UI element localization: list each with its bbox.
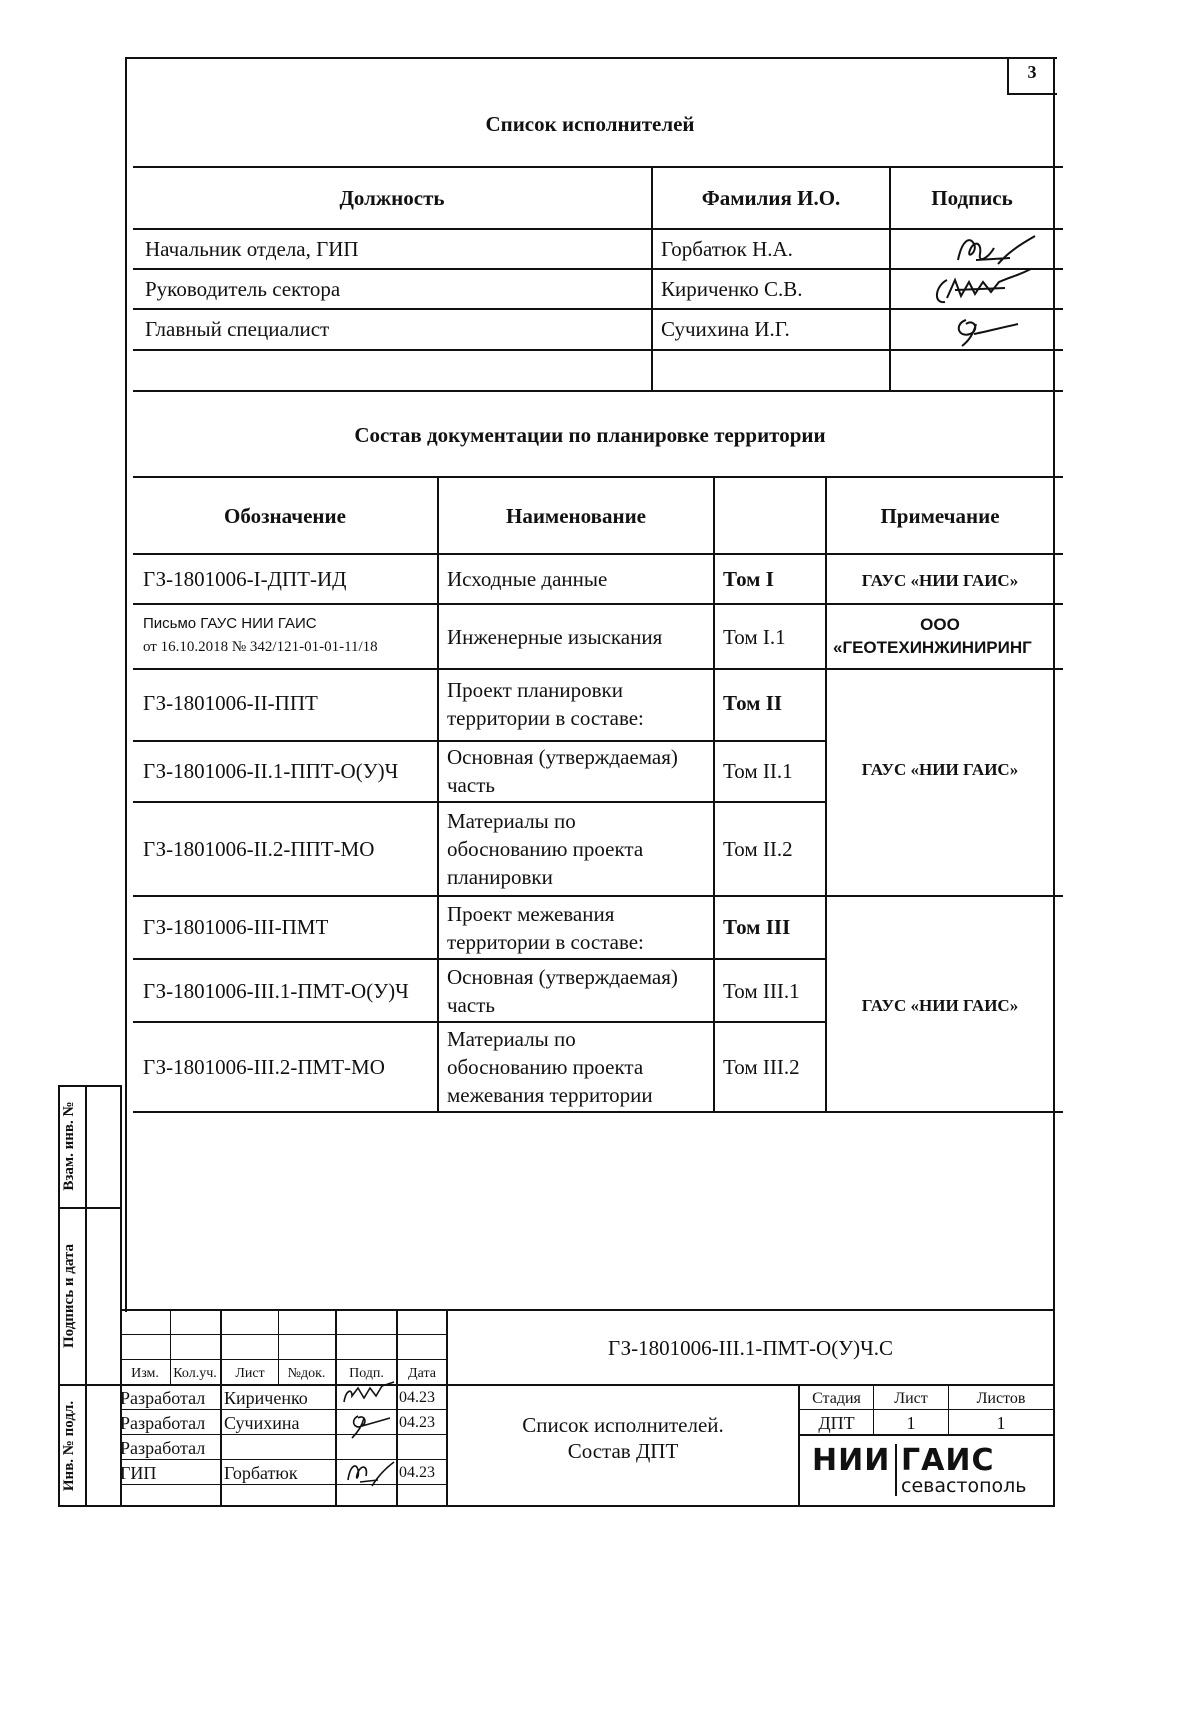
doc-volume: Том III bbox=[723, 915, 791, 939]
doc-volume: Том III.2 bbox=[723, 1055, 800, 1079]
performer-name: Сучихина И.Г. bbox=[661, 317, 790, 341]
doc-name: Исходные данные bbox=[447, 567, 608, 591]
doc-name-line: территории в составе: bbox=[447, 706, 644, 730]
doc-name-line: Материалы по bbox=[447, 1027, 576, 1051]
stamp-signature bbox=[338, 1380, 398, 1408]
stamp-stage: ДПТ bbox=[818, 1413, 855, 1433]
doc-name-line: обоснованию проекта bbox=[447, 1055, 644, 1079]
stamp-signature bbox=[340, 1408, 400, 1442]
doc-name-line: часть bbox=[447, 993, 495, 1017]
doc-code-line: от 16.10.2018 № 342/121-01-01-11/18 bbox=[143, 639, 378, 655]
doc-code: ГЗ-1801006-III.2-ПМТ-МО bbox=[143, 1055, 385, 1079]
doc-volume: Том I.1 bbox=[723, 625, 786, 649]
doc-code: ГЗ-1801006-II-ППТ bbox=[143, 691, 318, 715]
performer-position: Начальник отдела, ГИП bbox=[145, 237, 359, 261]
stamp-role: Разработал bbox=[120, 1438, 206, 1458]
doc-volume: Том II.2 bbox=[723, 837, 793, 861]
composition-title: Состав документации по планировке территории bbox=[354, 423, 826, 447]
doc-volume: Том II.1 bbox=[723, 759, 793, 783]
stamp-person: Сучихина bbox=[224, 1413, 300, 1433]
doc-name-line: Проект межевания bbox=[447, 902, 615, 926]
logo-subtitle: севастополь bbox=[901, 1475, 1027, 1497]
doc-code: ГЗ-1801006-III.1-ПМТ-О(У)Ч bbox=[143, 979, 409, 1003]
doc-code: ГЗ-1801006-I-ДПТ-ИД bbox=[143, 567, 347, 591]
doc-name: Инженерные изыскания bbox=[447, 625, 663, 649]
performers-header-position: Должность bbox=[339, 186, 445, 210]
doc-code: ГЗ-1801006-II.1-ППТ-О(У)Ч bbox=[143, 759, 399, 783]
doc-group-note: ГАУС «НИИ ГАИС» bbox=[861, 996, 1019, 1015]
stamp-sheets: 1 bbox=[996, 1413, 1006, 1433]
stamp-date: 04.23 bbox=[399, 1389, 435, 1406]
stamp-header: Дата bbox=[408, 1366, 436, 1381]
signature-suchikhina bbox=[940, 310, 1050, 352]
stamp-header: Лист bbox=[235, 1366, 265, 1381]
stamp-title-line: Состав ДПТ bbox=[567, 1439, 679, 1463]
doc-volume: Том I bbox=[723, 567, 774, 591]
doc-name-line: Проект планировки bbox=[447, 678, 623, 702]
stamp-title-line: Список исполнителей. bbox=[522, 1413, 724, 1437]
stamp-person: Кириченко bbox=[224, 1388, 308, 1408]
doc-note-line: «ГЕОТЕХИНЖИНИРИНГ bbox=[833, 638, 1032, 657]
logo-nii: НИИ bbox=[812, 1443, 891, 1478]
performer-position: Главный специалист bbox=[145, 317, 330, 341]
performer-name: Кириченко С.В. bbox=[661, 277, 803, 301]
composition-header-name: Наименование bbox=[506, 504, 646, 528]
doc-name-line: межевания территории bbox=[447, 1083, 653, 1107]
doc-name-line: территории в составе: bbox=[447, 930, 644, 954]
stamp-date: 04.23 bbox=[399, 1464, 435, 1481]
performers-title: Список исполнителей bbox=[485, 112, 695, 136]
stamp-sheet: 1 bbox=[906, 1413, 916, 1433]
signature-kirichenko bbox=[925, 268, 1045, 310]
stamp-role: Разработал bbox=[120, 1388, 206, 1408]
doc-name-line: часть bbox=[447, 773, 495, 797]
performer-position: Руководитель сектора bbox=[145, 277, 341, 301]
performers-header-signature: Подпись bbox=[931, 186, 1013, 210]
page-number: 3 bbox=[1027, 62, 1037, 82]
doc-name-line: планировки bbox=[447, 865, 553, 889]
doc-name-line: Материалы по bbox=[447, 809, 576, 833]
doc-name-line: Основная (утверждаемая) bbox=[447, 965, 678, 989]
doc-volume: Том II bbox=[723, 691, 783, 715]
doc-code: ГЗ-1801006-III-ПМТ bbox=[143, 915, 329, 939]
doc-name-line: обоснованию проекта bbox=[447, 837, 644, 861]
doc-code-line: Письмо ГАУС НИИ ГАИС bbox=[143, 615, 317, 632]
stamp-header: Подп. bbox=[349, 1366, 384, 1381]
margin-vzam-label: Взам. инв. № bbox=[61, 1101, 77, 1191]
composition-header-note: Примечание bbox=[880, 504, 1000, 528]
stamp-stage-header: Стадия bbox=[812, 1390, 861, 1407]
stamp-person: Горбатюк bbox=[224, 1463, 298, 1483]
margin-inv-label: Инв. № подл. bbox=[61, 1400, 77, 1492]
doc-volume: Том III.1 bbox=[723, 979, 800, 1003]
stamp-role: Разработал bbox=[120, 1413, 206, 1433]
stamp-signature bbox=[338, 1456, 398, 1490]
doc-group-note: ГАУС «НИИ ГАИС» bbox=[861, 760, 1019, 779]
stamp-header: №док. bbox=[287, 1366, 326, 1381]
performer-name: Горбатюк Н.А. bbox=[661, 237, 793, 261]
performers-header-name: Фамилия И.О. bbox=[701, 186, 841, 210]
signature-gorbatyuk bbox=[930, 230, 1050, 270]
doc-code: ГЗ-1801006-II.2-ППТ-МО bbox=[143, 837, 375, 861]
margin-podpis-label: Подпись и дата bbox=[61, 1243, 77, 1349]
stamp-sheets-header: Листов bbox=[976, 1390, 1026, 1407]
doc-note: ГАУС «НИИ ГАИС» bbox=[861, 571, 1019, 590]
doc-note-line: ООО bbox=[920, 615, 960, 634]
stamp-header: Изм. bbox=[131, 1366, 159, 1381]
stamp-date: 04.23 bbox=[399, 1414, 435, 1431]
stamp-header: Кол.уч. bbox=[173, 1366, 217, 1381]
composition-header-code: Обозначение bbox=[224, 504, 346, 528]
stamp-sheet-header: Лист bbox=[894, 1390, 928, 1407]
stamp-role: ГИП bbox=[120, 1463, 157, 1483]
logo-gais: ГАИС bbox=[901, 1443, 995, 1478]
stamp-document-code: ГЗ-1801006-III.1-ПМТ-О(У)Ч.С bbox=[608, 1336, 893, 1360]
doc-name-line: Основная (утверждаемая) bbox=[447, 745, 678, 769]
